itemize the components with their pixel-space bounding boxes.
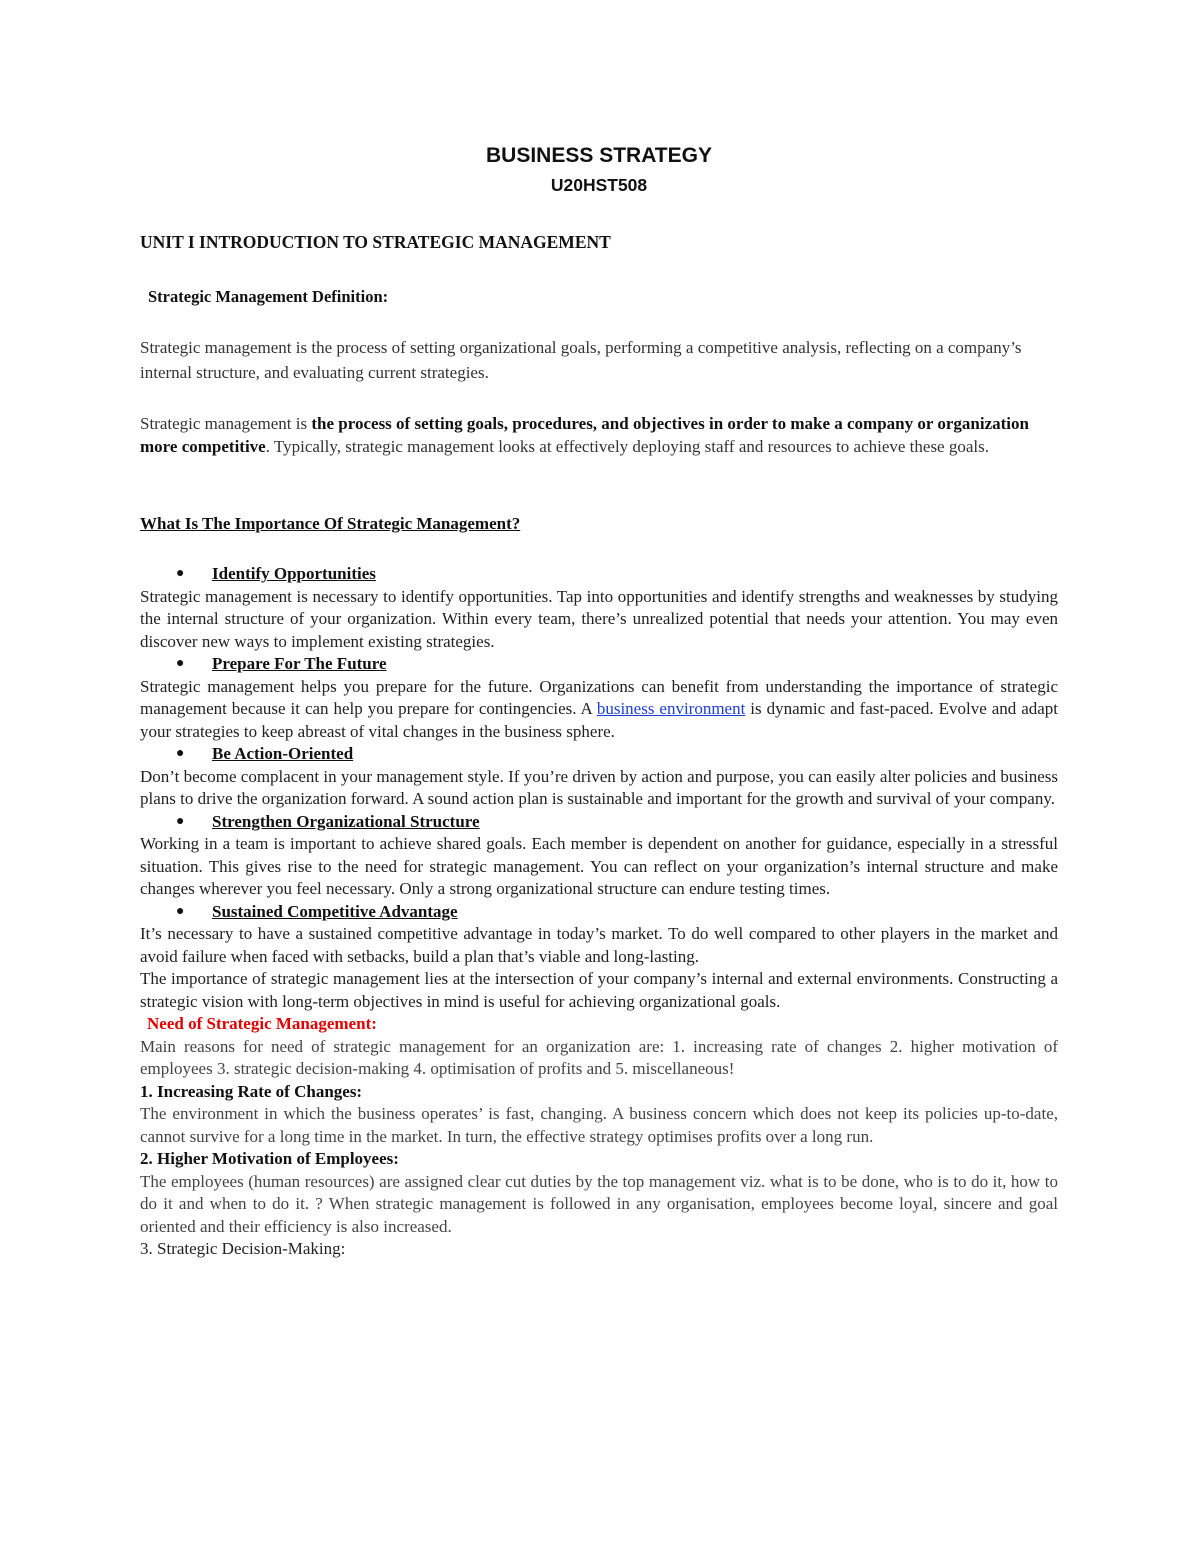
definition-heading: Strategic Management Definition: <box>148 287 389 306</box>
unit-heading: UNIT I INTRODUCTION TO STRATEGIC MANAGEMENT <box>140 232 611 252</box>
definition-paragraph-2 <box>140 412 1058 458</box>
para2-bold: the process of setting goals, procedures, and objectives in order to make a company or organization more competitive <box>140 414 1029 456</box>
bullet-icon: ● <box>176 813 185 829</box>
bullet-item-title <box>140 811 1058 834</box>
definition-paragraph-1: Strategic management is the process of setting organizational goals, performing a competitive analysis, reflecting on a company’s internal structure, and evaluating current strategies. <box>140 338 1022 382</box>
importance-heading: What Is The Importance Of Strategic Management? <box>140 514 521 533</box>
last-line: 3. Strategic Decision-Making: <box>140 1239 346 1258</box>
document-page <box>140 0 1058 1553</box>
need-item-heading: 2. Higher Motivation of Employees: <box>140 1149 399 1168</box>
bullet-item-title <box>140 653 1058 676</box>
bullet-icon: ● <box>176 656 185 671</box>
need-intro: Main reasons for need of strategic management for an organization are: 1. increasing rate of changes 2. higher motivation of employees 3. strategic decision-making 4. optimisation of profits and 5. miscellaneous! <box>140 1036 1058 1078</box>
bullet-item-text: Don’t become complacent in your management style. If you’re driven by action and purpose, you can easily alter policies and business plans to drive the organization forward. A sound action plan is sustainable and important for the growth and survival of your company. <box>140 766 1058 808</box>
course-code: U20HST508 <box>550 175 648 195</box>
bullet-item-title <box>140 743 1058 766</box>
bullet-title-text: Be Action-Oriented <box>212 744 354 763</box>
bullet-title-text: Identify Opportunities <box>212 564 376 583</box>
bullet-item-text: It’s necessary to have a sustained competitive advantage in today’s market. To do well compared to other players in the market and avoid failure when faced with setbacks, build a plan that’s viable and long-lasting. <box>140 924 1058 966</box>
bullet-title-text: Strengthen Organizational Structure <box>212 811 480 831</box>
bullet-item-title <box>140 901 1058 924</box>
need-item-text: The employees (human resources) are assigned clear cut duties by the top management viz. what is to be done, who is to do it, how to do it and when to do it. ? When strategic management is followed in any organisation, employees become loyal, sincere and goal oriented and their efficiency is also increased. <box>140 1171 1058 1236</box>
bullet-icon: ● <box>176 903 185 919</box>
bullet-item-text <box>140 676 1058 744</box>
bullet-title-text: Prepare For The Future <box>212 654 387 673</box>
bullet-item-text: Working in a team is important to achieve shared goals. Each member is dependent on another for guidance, especially in a stressful situation. This gives rise to the need for strategic management. You can reflect on your organization’s internal structure and make changes wherever you feel necessary. Only a strong organizational structure can endure testing times. <box>140 834 1058 898</box>
content-flow <box>140 563 1058 1261</box>
bullet-item-text: Strategic management is necessary to identify opportunities. Tap into opportunities and identify strengths and weaknesses by studying the internal structure of your organization. Within every team, there’s unrealized potential that needs your attention. You may even discover new ways to implement existing strategies. <box>140 586 1058 651</box>
text-after-link: is dynamic and fast-paced. Evolve and adapt your strategies to keep abreast of vital changes in the business sphere. <box>140 699 1059 741</box>
need-item-text: The environment in which the business operates’ is fast, changing. A business concern which does not keep its policies up-to-date, cannot survive for a long time in the market. In turn, the effective strategy optimises profits over a long run. <box>140 1104 1058 1146</box>
para2-prefix: Strategic management is <box>140 414 312 433</box>
importance-summary: The importance of strategic management lies at the intersection of your company’s internal and external environments. Constructing a strategic vision with long-term objectives in mind is useful for achieving organizational goals. <box>140 969 1058 1011</box>
bullet-icon: ● <box>176 566 185 581</box>
bullet-item-title <box>140 563 1058 586</box>
document-title: BUSINESS STRATEGY <box>486 144 712 167</box>
business-environment-link[interactable]: business environment <box>596 699 746 718</box>
text-before-link: Strategic management helps you prepare for the future. Organizations can benefit from understanding the importance of strategic management because it can help you prepare for contingencies. A <box>140 676 1058 718</box>
title-block <box>140 141 1058 199</box>
bullet-title-text: Sustained Competitive Advantage <box>212 901 458 921</box>
bullet-icon: ● <box>176 746 185 761</box>
para2-suffix: . Typically, strategic management looks at effectively deploying staff and resources to achieve these goals. <box>265 437 989 456</box>
need-heading: Need of Strategic Management: <box>147 1014 377 1033</box>
need-item-heading: 1. Increasing Rate of Changes: <box>140 1081 363 1101</box>
